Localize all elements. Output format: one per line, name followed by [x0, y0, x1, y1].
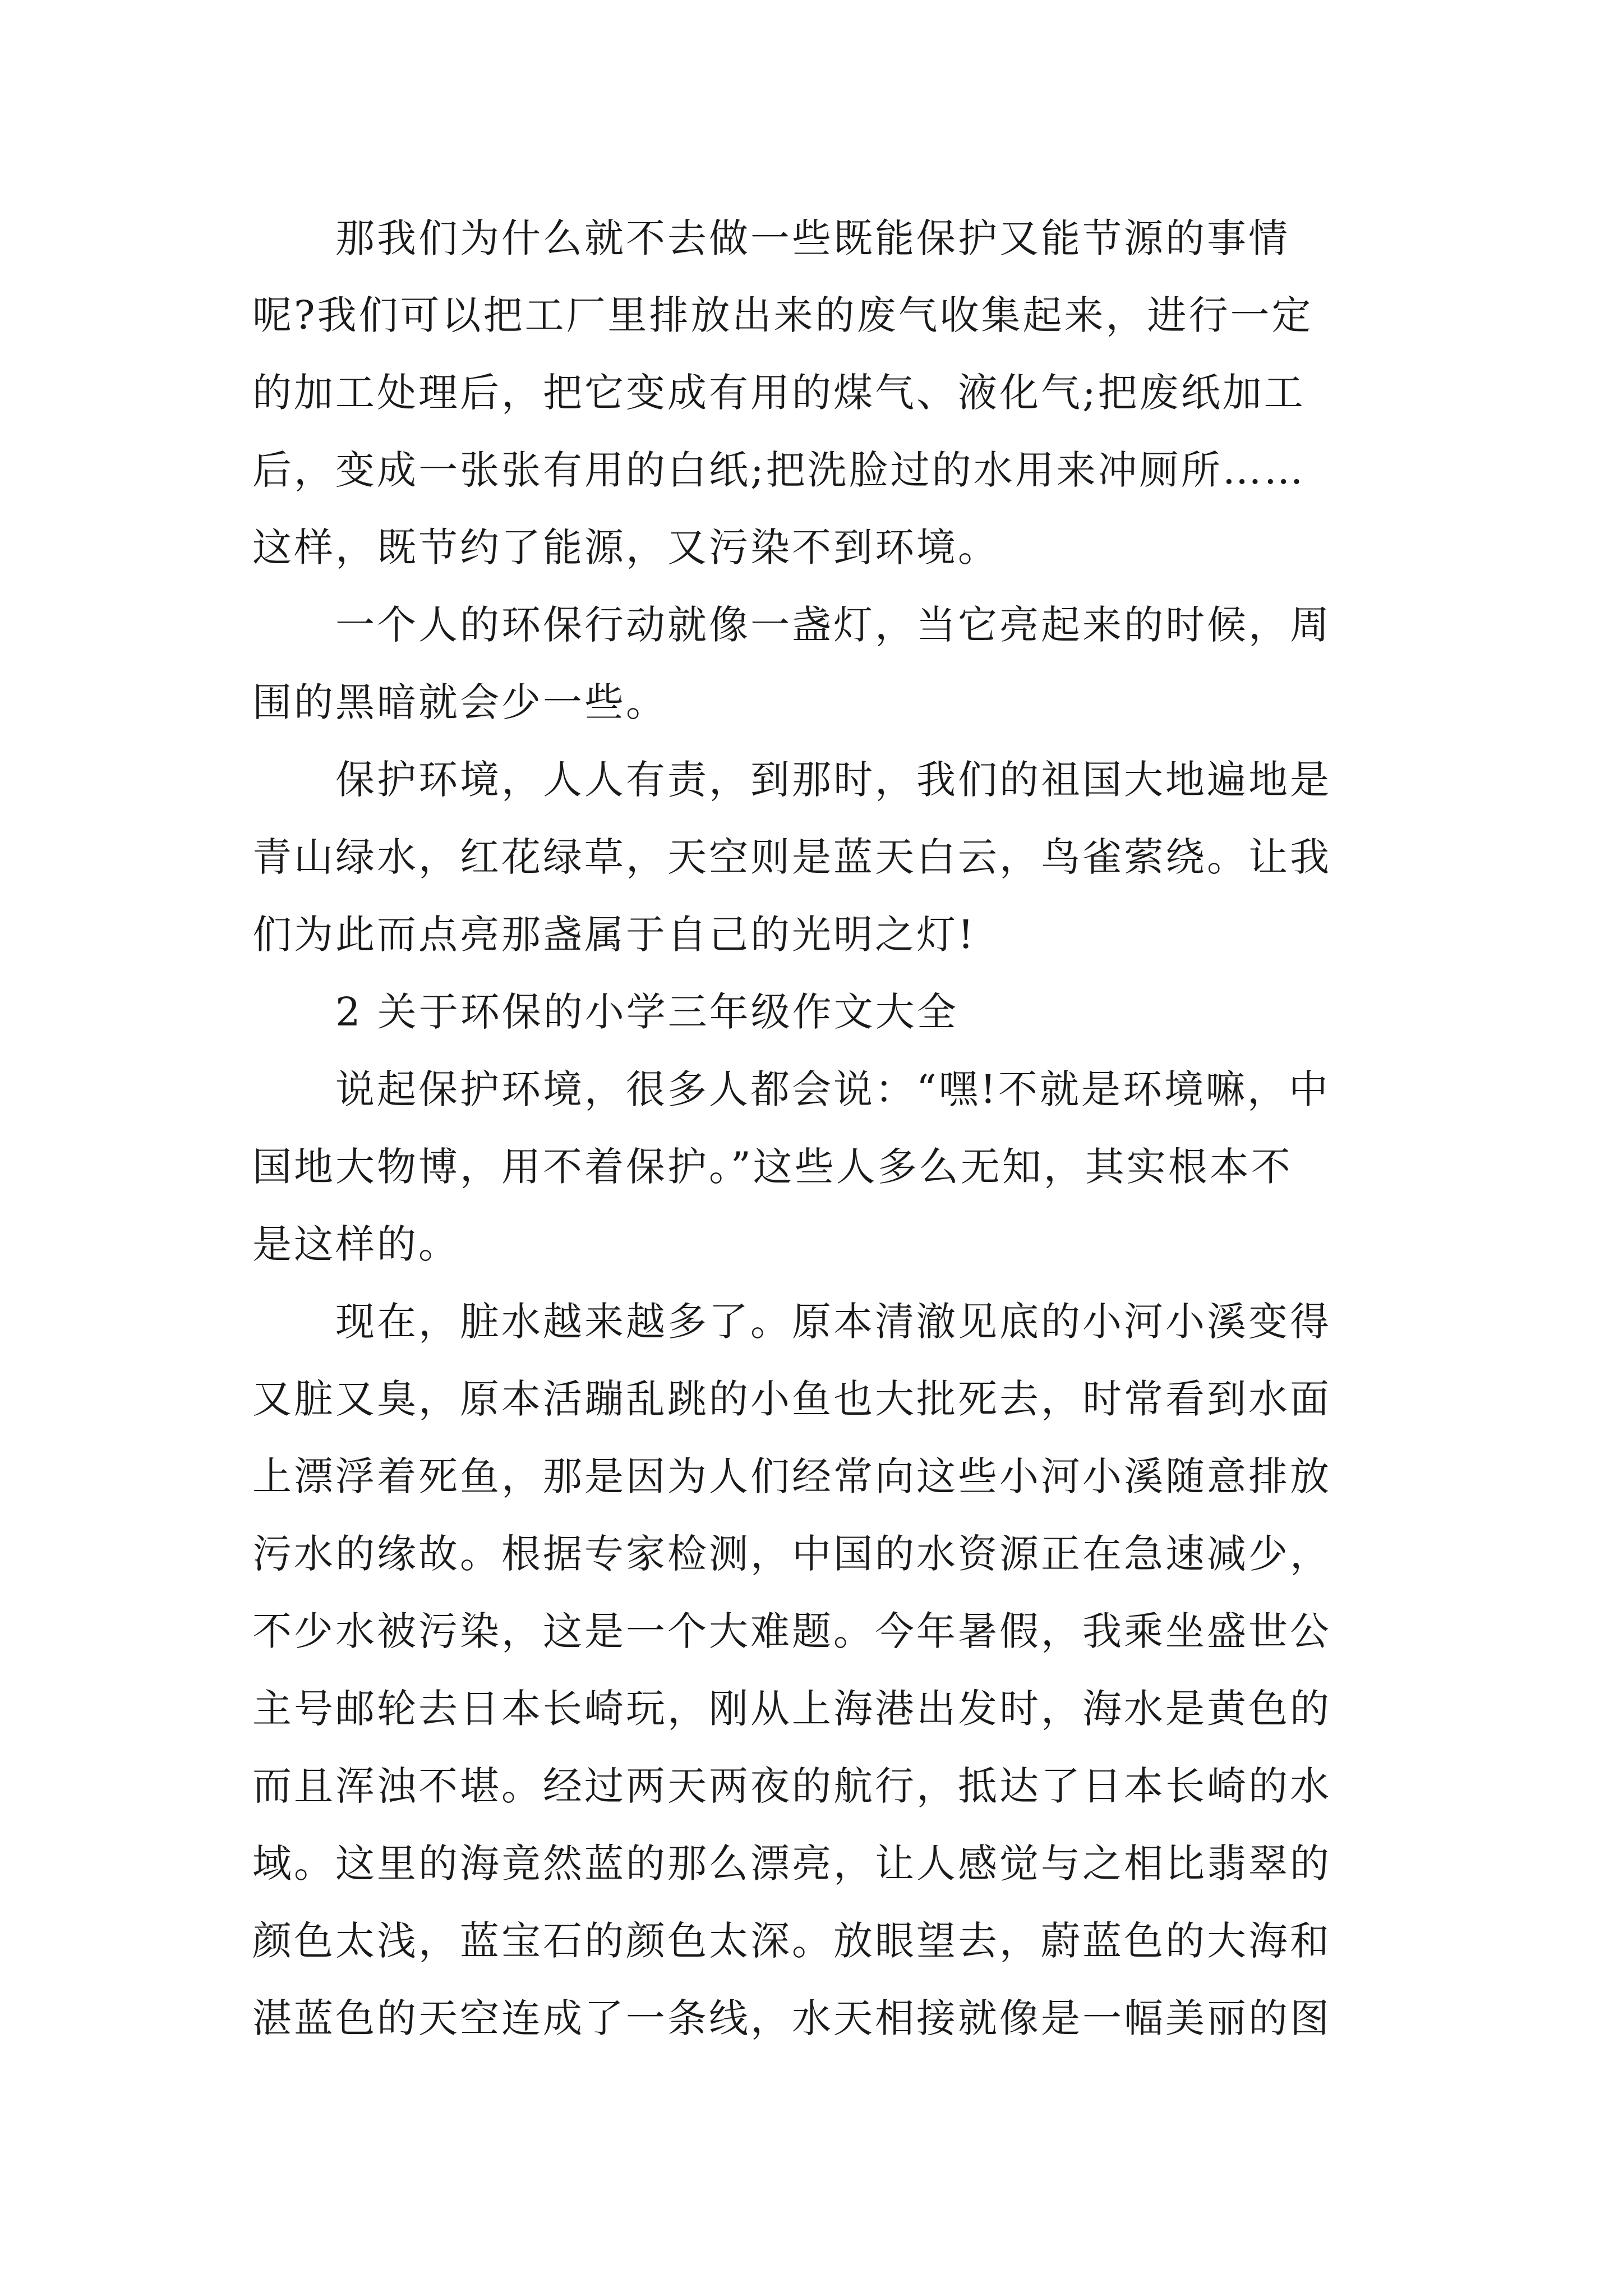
text-line: 上漂浮着死鱼，那是因为人们经常向这些小河小溪随意排放	[252, 1453, 1331, 1499]
text-line: 现在，脏水越来越多了。原本清澈见底的小河小溪变得	[335, 1299, 1331, 1345]
text-line: 是这样的。	[252, 1221, 460, 1267]
text-line: 又脏又臭，原本活蹦乱跳的小鱼也大批死去，时常看到水面	[252, 1376, 1331, 1422]
text-line: 不少水被污染，这是一个大难题。今年暑假，我乘坐盛世公	[252, 1608, 1331, 1654]
text-line: 主号邮轮去日本长崎玩，刚从上海港出发时，海水是黄色的	[252, 1686, 1331, 1732]
text-line: 域。这里的海竟然蓝的那么漂亮，让人感觉与之相比翡翠的	[252, 1841, 1331, 1887]
text-line: 青山绿水，红花绿草，天空则是蓝天白云，鸟雀萦绕。让我	[252, 834, 1331, 880]
text-line: 那我们为什么就不去做一些既能保护又能节源的事情	[335, 215, 1290, 261]
text-line: 的加工处理后，把它变成有用的煤气、液化气;把废纸加工	[252, 370, 1306, 416]
text-line: 们为此而点亮那盏属于自己的光明之灯!	[252, 912, 976, 958]
text-line: 国地大物博，用不着保护。”这些人多么无知，其实根本不	[252, 1144, 1293, 1190]
text-line: 说起保护环境，很多人都会说：“嘿!不就是环境嘛，中	[335, 1066, 1330, 1112]
text-line: 后，变成一张张有用的白纸;把洗脸过的水用来冲厕所……	[252, 447, 1306, 493]
text-line: 围的黑暗就会少一些。	[252, 679, 667, 725]
text-line: 颜色太浅，蓝宝石的颜色太深。放眼望去，蔚蓝色的大海和	[252, 1918, 1331, 1964]
text-line: 湛蓝色的天空连成了一条线，水天相接就像是一幅美丽的图	[252, 1995, 1331, 2041]
text-line: 污水的缘故。根据专家检测，中国的水资源正在急速减少，	[252, 1531, 1331, 1577]
text-line: 一个人的环保行动就像一盏灯，当它亮起来的时候，周	[335, 602, 1331, 648]
text-line: 呢?我们可以把工厂里排放出来的废气收集起来，进行一定	[252, 292, 1313, 338]
text-line: 而且浑浊不堪。经过两天两夜的航行，抵达了日本长崎的水	[252, 1763, 1331, 1809]
text-line: 保护环境，人人有责，到那时，我们的祖国大地遍地是	[335, 757, 1331, 803]
section-heading: 2 关于环保的小学三年级作文大全	[335, 989, 958, 1035]
text-line: 这样，既节约了能源，又污染不到环境。	[252, 524, 999, 570]
